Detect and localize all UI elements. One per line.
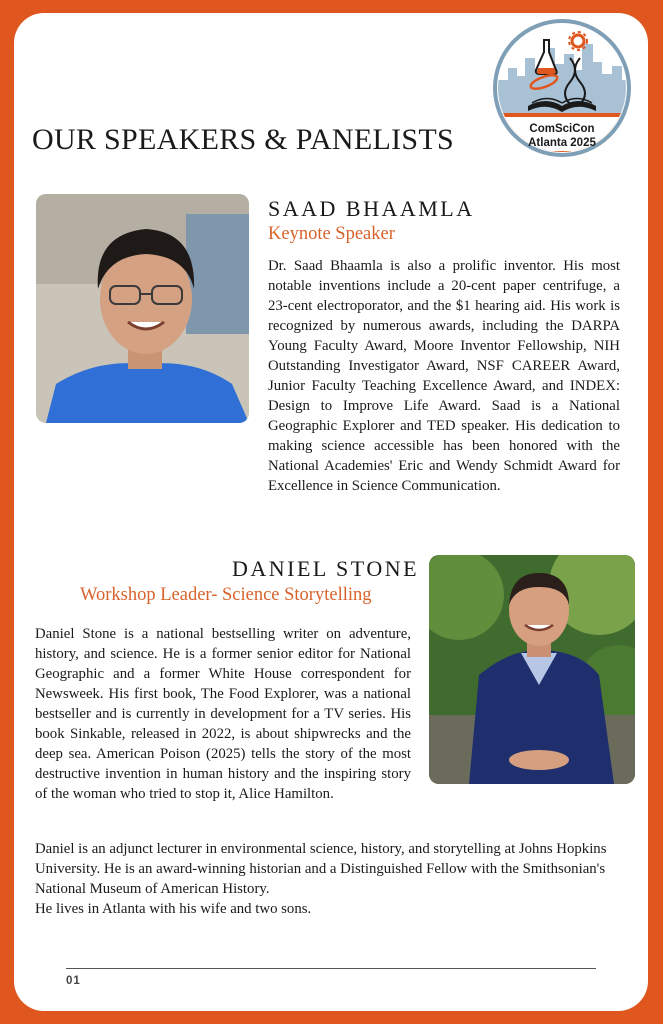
daniel-bio-paragraph-1: Daniel is an adjunct lecturer in environmental science, history, and storytelling at Johns Hopkins University. He is an award-winning historian and a Distinguished Fellow with the Smithsonian's National Museum of American History. [35, 841, 607, 897]
saad-bhaamla-photo [36, 194, 249, 423]
page [14, 13, 648, 1011]
daniel-speaker-name: DANIEL STONE [232, 556, 420, 581]
page-title: OUR SPEAKERS & PANELISTS [32, 123, 455, 156]
saad-speaker-bio: Dr. Saad Bhaamla is also a prolific inventor. His most notable inventions include a 20-cent paper centrifuge, a 23-cent electroporator, and the $1 hearing aid. His work is recognized by numerous awards, including the DARPA Young Faculty Award, Moore Inventor Fellowship, NIH Outstanding Investigator Award, NSF CAREER Award, Junior Faculty Teaching Excellence Award, and INDEX: Design to Improve Life Award. Saad is a National Geographic Explorer and TED speaker. His dedication to making science accessible has been honored with the National Academies' Eric and Wendy Schmidt Award for Excellence in Science Communication. [268, 258, 620, 494]
logo-text-line1: ComSciCon [529, 123, 595, 135]
saad-speaker-role: Keynote Speaker [268, 224, 395, 244]
logo-graphic [492, 18, 632, 158]
daniel-stone-photo [429, 555, 635, 784]
daniel-speaker-bio: Daniel Stone is a national bestselling writer on adventure, history, and science. He is a former senior editor for National Geographic and a former White House correspondent for Newsweek. His first book, The Food Explorer, was a national bestseller and is currently in development for a TV series. His book Sinkable, released in 2022, is about shipwrecks and the deep sea. American Poison (2025) tells the story of the most destructive invention in human history and the inspiring story of the woman who tried to stop it, Alice Hamilton. [35, 626, 411, 802]
logo-text-line2: Atlanta 2025 [528, 137, 596, 149]
daniel-additional-bio [35, 839, 635, 919]
footer-divider [66, 968, 596, 969]
daniel-bio-paragraph-2: He lives in Atlanta with his wife and two sons. [35, 901, 312, 917]
comscicon-logo [492, 18, 632, 158]
page-number: 01 [66, 975, 81, 987]
daniel-speaker-role: Workshop Leader- Science Storytelling [80, 585, 372, 605]
saad-speaker-name: SAAD BHAAMLA [268, 196, 475, 221]
